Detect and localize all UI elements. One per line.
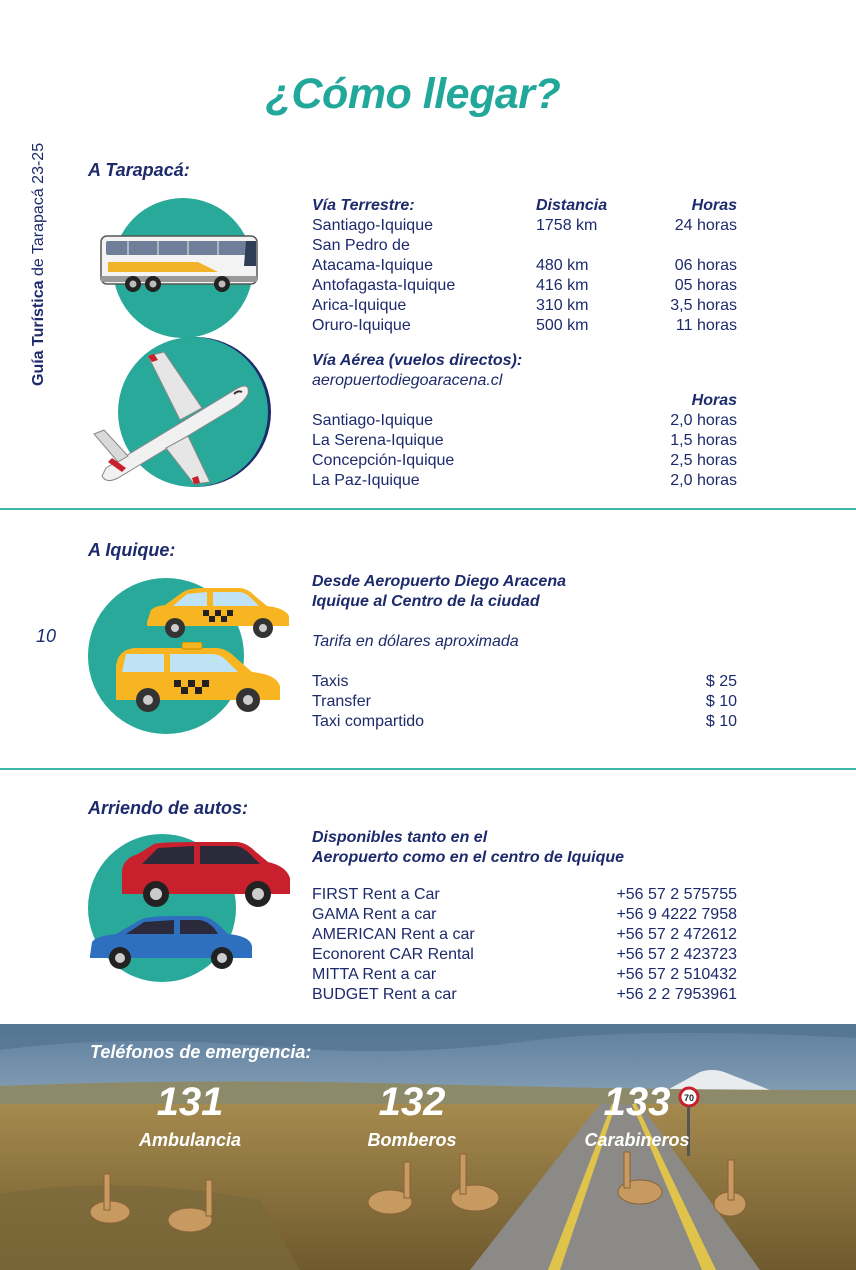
air-heading: Vía Aérea (vuelos directos): xyxy=(312,352,523,369)
section-divider xyxy=(0,768,856,770)
emergency-number-police[interactable]: 133 xyxy=(603,1080,671,1124)
flight-route: La Paz-Iquique xyxy=(312,472,420,489)
land-header-route: Vía Terrestre: xyxy=(312,197,415,214)
flight-route: Santiago-Iquique xyxy=(312,412,433,429)
route-distance: 1758 km xyxy=(536,217,598,234)
table-row xyxy=(312,236,737,256)
route-distance: 310 km xyxy=(536,297,589,314)
section-heading-iquique: A Iquique: xyxy=(88,540,176,560)
rental-company: BUDGET Rent a car xyxy=(312,986,457,1003)
air-table-header xyxy=(312,391,737,411)
taxi-icon xyxy=(143,586,293,640)
transport-type: Transfer xyxy=(312,693,371,710)
emergency-label-firefighters: Bomberos xyxy=(367,1130,457,1150)
route-name: San Pedro de xyxy=(312,237,410,254)
table-row xyxy=(312,296,737,316)
table-row xyxy=(312,945,737,965)
transport-type: Taxis xyxy=(312,673,349,690)
transport-fare: $ 25 xyxy=(705,673,737,690)
rental-phone[interactable]: +56 2 2 7953961 xyxy=(616,986,737,1003)
page-title: ¿Cómo llegar? xyxy=(265,70,561,118)
route-name: Oruro-Iquique xyxy=(312,317,411,334)
flight-hours: 2,5 horas xyxy=(670,452,737,469)
rental-subtitle-1: Disponibles tanto en el xyxy=(312,829,488,846)
speed-sign-text: 70 xyxy=(683,1093,695,1103)
table-row xyxy=(312,316,737,336)
route-distance: 500 km xyxy=(536,317,589,334)
flight-hours: 2,0 horas xyxy=(670,412,737,429)
rental-phone[interactable]: +56 57 2 472612 xyxy=(616,926,737,943)
route-distance: 416 km xyxy=(536,277,589,294)
route-hours: 06 horas xyxy=(674,257,737,274)
route-name: Arica-Iquique xyxy=(312,297,407,314)
table-row xyxy=(312,451,737,471)
taxi-icon xyxy=(112,642,284,714)
land-header-distance: Distancia xyxy=(536,197,608,214)
airplane-icon xyxy=(88,350,258,490)
side-label-bold: Guía Turística xyxy=(30,280,47,386)
table-row xyxy=(312,985,737,1005)
rental-company: AMERICAN Rent a car xyxy=(312,926,475,943)
section-divider xyxy=(0,508,856,510)
transport-type: Taxi compartido xyxy=(312,713,425,730)
transport-fare: $ 10 xyxy=(705,713,737,730)
emergency-label-ambulance: Ambulancia xyxy=(138,1130,242,1150)
rental-company: MITTA Rent a car xyxy=(312,966,437,983)
route-distance: 480 km xyxy=(536,257,589,274)
rental-phone[interactable]: +56 57 2 510432 xyxy=(616,966,737,983)
bus-icon xyxy=(98,232,263,296)
flight-route: Concepción-Iquique xyxy=(312,452,455,469)
rental-company: FIRST Rent a Car xyxy=(312,886,440,903)
iquique-subtitle-2: Iquique al Centro de la ciudad xyxy=(312,593,540,610)
rental-company: Econorent CAR Rental xyxy=(312,946,474,963)
section-heading-tarapaca: A Tarapacá: xyxy=(88,160,190,180)
section-heading-rental: Arriendo de autos: xyxy=(88,798,249,818)
table-row xyxy=(312,411,737,431)
table-row xyxy=(312,276,737,296)
land-table-header xyxy=(312,196,737,216)
transport-fare: $ 10 xyxy=(705,693,737,710)
table-row xyxy=(312,672,737,692)
land-header-hours: Horas xyxy=(691,197,737,214)
iquique-subtitle-1: Desde Aeropuerto Diego Aracena xyxy=(312,573,566,590)
route-hours: 11 horas xyxy=(675,317,737,334)
flight-hours: 1,5 horas xyxy=(670,432,737,449)
rental-phone[interactable]: +56 9 4222 7958 xyxy=(616,906,737,923)
table-row xyxy=(312,216,737,236)
guide-side-label xyxy=(30,143,48,386)
route-name: Santiago-Iquique xyxy=(312,217,433,234)
rental-company: GAMA Rent a car xyxy=(312,906,437,923)
rental-phone[interactable]: +56 57 2 423723 xyxy=(616,946,737,963)
page-number: 10 xyxy=(36,626,57,646)
route-name: Antofagasta-Iquique xyxy=(312,277,456,294)
table-row xyxy=(312,471,737,491)
red-car-icon xyxy=(118,840,294,912)
emergency-heading: Teléfonos de emergencia: xyxy=(90,1042,312,1062)
table-row xyxy=(312,692,737,712)
table-row xyxy=(312,712,737,732)
air-header-hours: Horas xyxy=(691,392,737,409)
table-row xyxy=(312,256,737,276)
route-name: Atacama-Iquique xyxy=(312,257,433,274)
table-row xyxy=(312,965,737,985)
route-hours: 24 horas xyxy=(674,217,737,234)
flight-hours: 2,0 horas xyxy=(670,472,737,489)
table-row xyxy=(312,431,737,451)
emergency-number-ambulance[interactable]: 131 xyxy=(156,1080,224,1124)
emergency-label-police: Carabineros xyxy=(584,1130,690,1150)
rental-subtitle-2: Aeropuerto como en el centro de Iquique xyxy=(312,849,625,866)
table-row xyxy=(312,925,737,945)
rental-phone[interactable]: +56 57 2 575755 xyxy=(616,886,737,903)
emergency-number-firefighters[interactable]: 132 xyxy=(378,1080,446,1124)
route-hours: 3,5 horas xyxy=(670,297,737,314)
airport-website-link[interactable]: aeropuertodiegoaracena.cl xyxy=(312,372,503,389)
side-label-rest: de Tarapacá 23-25 xyxy=(30,142,47,281)
table-row xyxy=(312,905,737,925)
fare-note: Tarifa en dólares aproximada xyxy=(312,633,519,650)
flight-route: La Serena-Iquique xyxy=(312,432,444,449)
blue-car-icon xyxy=(86,912,256,972)
route-hours: 05 horas xyxy=(674,277,737,294)
table-row xyxy=(312,885,737,905)
